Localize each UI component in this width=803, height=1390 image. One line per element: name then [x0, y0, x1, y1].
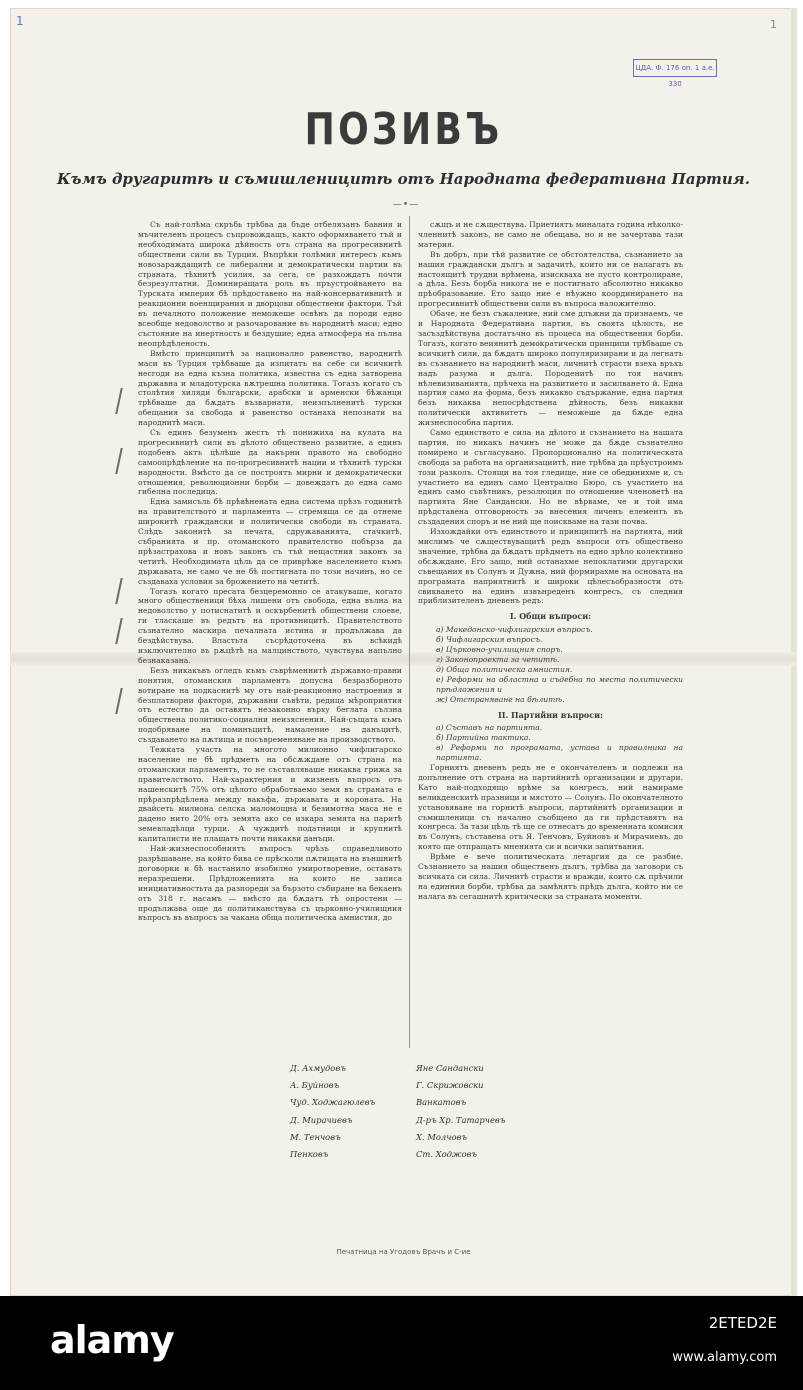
signature: Пенковъ	[290, 1149, 329, 1160]
paragraph: Съ единъ безуменъ жестъ тѣ понижиха на кулата на прогресивнитѣ сили въ дѣлото обществено развитие, а единъ подобенъ актъ цѣлѣше да накърни правото на свободно самоопрѣдѣление на по-прогресивнитѣ нации и тѣхнитѣ турски народности. Вмѣсто да се построятъ мирни и демократически отношения, революционни борби — довеждатъ до една само гибелна последица.	[138, 428, 402, 497]
signature: Д-ръ Хр. Татарчевъ	[416, 1114, 506, 1125]
right-text-column	[418, 220, 683, 1046]
image-code: 2ETED2E	[708, 1314, 777, 1332]
ornament-divider: —•—	[392, 200, 420, 210]
list-item: б) Партийна тактика.	[436, 733, 531, 743]
paragraph: Изхождайки отъ единството и принципитѣ на партията, ний мислимъ че сѫществуващитѣ редъ въпроси отъ обществено значение, трѣбва да бѫдатъ прѣдметъ на едно зрѣло колективно обсѫждане. Его защо, ний останахме непоклатими другарски съвещания въ Солунъ и Дужна, ний формирахме на основата на програмата наприятнитѣ и широки цѣлесъобразности отъ свикването на единъ извънреденъ конгресъ, съ следния приблизителенъ дневенъ редъ:	[418, 527, 683, 606]
signature: А. Буйновъ	[290, 1080, 340, 1091]
paragraph: Врѣме е вече политическата летаргия да се разбие. Съзнанието за нашия общественъ дългъ, трѣбва да заговори съ всичката си сила. Личнитѣ страсти и вражди, които сѫ прѣчили на единния борби, трѣбва да замѣнятъ прѣдъ дълга, който ни се налага въ сегашнитѣ критически за страната моменти.	[418, 852, 683, 901]
paragraph: Безъ никакъвъ огледъ къмъ съврѣменнитѣ държавно-правни понятия, отоманския парламентъ допусна безразборното вотиране на подкаснитѣ му отъ най-реакционно настроения и безплатворни фактори, държавни съвѣти, редица мѣроприятия отъ естество да оставятъ незаконно върху беглата сълзна обществена политико-социални неизяснения. Най-същата къмъ подобряване на поминъцитѣ, намаление на данъцитѣ, създаването на пѫтища и посъвременяване на производството.	[138, 665, 402, 745]
list-item: а) Съставъ на партията.	[436, 723, 543, 733]
list-item: б) Чифлигарския въпросъ.	[436, 635, 543, 645]
list-item: д) Обща политическа амнистия.	[436, 664, 573, 674]
list-item: в) Реформи по програмата, устава и правилника на партията.	[436, 743, 683, 763]
document-subtitle: Къмъ другаритѣ и съмишленицитѣ отъ Народната федеративна Партия.	[57, 170, 750, 188]
signature: Ванкатовъ	[416, 1097, 467, 1108]
archive-mark: 1	[16, 14, 24, 28]
paragraph: Само единството е сила на дѣлото и съзнанието на нашата партия, по никакъ начинъ не може да бѫде съзнателно помирено и съгласувано. Пропорционално на политическата свобода за работа на организациитѣ, ние трѣбва да прѣустроимъ този разколъ. Стоящи на тоя гледище, ние се обединихме и, съ участието на единъ само Централнo Бюро, съ участието на единъ само съвѣтникъ, резолюция по отношение членоветѣ на партията Яне Сандански. Но не вѣрваме, че и той има прѣдставена отговорность за внесения личенъ елементъ въ създадения споръ и не ний ще поискваме на тази почва.	[418, 428, 683, 527]
paragraph: Обаче, не безъ съжаление, ний сме длъжни да признаемъ, че и Народната Федеративна партия, въ своята цѣлость, не засъздѣйствува достатъчно въ процеса на обществения борби. Тогазъ, когато веиянитѣ демократически принципи трѣбваше съ всичкитѣ сили, да бѫдатъ широко популяризирани и да легнатъ въ съзнанието на народнитѣ маси, личнитѣ страсти взеха връхъ надъ разума и дълга. Породенитѣ по тоя начинъ нѣлевизиванията, прѣчехa на развитието и засилването й. Една партия само на форма, безъ никакво съдържание, една партия безъ никаква непосрѣдствена дѣйность, безъ никакви политически активитетъ — неможеше да бѫде една жизнеспособна партия.	[418, 309, 683, 428]
signature: Чуд. Ходжагюлевъ	[290, 1097, 376, 1108]
signature: Д. Мирачиевъ	[290, 1114, 353, 1125]
signature: Г. Скрижовски	[416, 1080, 484, 1091]
paragraph: Горниятъ дневенъ редъ не е окончателенъ и подлежи на допълнение отъ страна на партийнитѣ организации и другари. Като най-подходящо врѣме за конгресъ, ний намираме великденскитѣ празници и мястото — Солунъ. По окончателното установяване на горнитѣ въпроси, партийнитѣ организации и съмишленици съ начално съобщено да ги прѣдставятъ на конгреса. За тази цѣль тѣ ще се отнесатъ до временната комисия въ Солунъ, съставена отъ Я. Тенчовъ, Буйновъ и Мирачиевъ, до която ще отпращатъ мненията си и всички запитвания.	[418, 763, 683, 852]
paragraph: Най-жизнеспособниятъ въпросъ чрѣзъ справедливото разрѣшаване, на който бива се прѣсколи пѫтищата на външнитѣ договорки и бѣ настанило изобилно умиротворение, оставатъ неразрешени. Прѣдложенията на които не записа инициативностьта да разпореди за бързото събиране на бекаенъ отъ 318 г. насамъ — вмѣсто да бѫдатъ тѣ опростени — продължава още да политиканствува съ църковно-училищния въпросъ въ въпросъ за чакана обща политическа амнистия, до	[138, 844, 402, 923]
archive-stamp: ЦДА. Ф. 176 оп. 1 а.е. 330	[633, 59, 717, 77]
stock-watermark-bar	[0, 1296, 803, 1390]
paragraph: Тежката участь на многото милионно чифлигарско население не бѣ прѣдметъ на обсѫждане отъ страна на отоманския парламентъ, то не съставляваше никаква грижа за правителството. Най-характерния и жизненъ въпросъ отъ нашенскитѣ 75% отъ цѣлото обработваемо земя въ страната е прѣразпрѣдѣлена между вакъфа, държавата и короната. На двайсеть милиона селска маломощна и безимотна маса не е дадено нито 20% отъ земята ако се изкара земята на паритѣ земевладѣлци турци. А чуждитѣ податници и крупнитѣ капиталисти не плащатъ почти никакви данъци.	[138, 745, 402, 844]
document-sheet	[10, 8, 797, 1296]
signature: Д. Ахмудовъ	[290, 1063, 346, 1073]
signatures-left	[290, 1060, 420, 1163]
column-divider	[409, 216, 410, 1048]
watermark-url: www.alamy.com	[672, 1350, 777, 1365]
general-issues-list	[418, 625, 683, 704]
list-item: г) Законопроекта за четитѣ.	[436, 654, 560, 664]
paragraph: сѫщъ и не сѫществува. Приетиятъ миналата година нѣколко-членнитѣ законъ, не само не обещава, но и не зачертава тази материя.	[418, 220, 683, 249]
margin-annotations	[118, 388, 138, 748]
paragraph: Въ добръ, при тѣй развитиe се обстоятелства, съзнанието за нашия граждански дългъ и задачитѣ, които ни се налагатъ въ настоящитѣ трудни врѣмена, изискваха не пусто контролиране, а дѣла. Безъ борба никога не е постигнато абсолютно никакво прѣобразование. Ето защо ние е нѣужно координирането на прогресивнитѣ обществени сили въ въпроса наложителнo.	[418, 249, 683, 309]
paragraph: Съ най-голѣма скръбь трѣбва да бъде отбелязанъ бавния и мъчителенъ процесъ съпровождащъ, както оформяването тъй и необходимата широка дѣйность отъ страна на прогресивнитѣ обществени сили въ Турция. Въпрѣки голѣмия интересъ къмъ новозараждащитѣ се либерални и демократически партии въ страната, тѣхнитѣ усилия, за сега, се разхождатъ почти безрезултатни. Доминиращата роль въ пръустройването на Турската империя бѣ прѣдоставено на най-консервативнитѣ и реакционни военщирания и дворцови обществени фактори. Тъй въ печалното положение неможеше освѣнъ да породи едно всеобще недоволство и разочарование въ народнитѣ маси; едно състояние на инертность и бездушие; една атмосфера на пълна неопрѣдѣленость.	[138, 220, 402, 348]
section-heading-general: I. Общи въпроси:	[509, 611, 592, 622]
paragraph: Една замисъль бѣ прѣвѣнената една система прѣзъ годинитѣ на правителството и парламента — стремяща се да отнеме широкитѣ граждански и политически свободи въ страната. Слѣдъ законитѣ за печата, сдружаванията, стачкитѣ, събранията и пр. отоманското правителство побърза да прѣзастрахова и новъ законъ съ тъй нещастния законъ за четитѣ. Необходимата цѣль да се приврѣже населението къмъ държавата, не само че не бѣ постигната по този начинъ, но се създаваха условия за брожението на четитѣ.	[138, 497, 402, 586]
list-item: в) Църковно-училищния споръ.	[436, 645, 563, 655]
list-item: а) Македонско-чифлигарския въпросъ.	[436, 625, 593, 635]
page-number: 1	[770, 18, 777, 31]
paragraph: Вмѣсто принципитѣ за национално равенство, народнитѣ маси въ Турция трѣбваше да изпитатъ на себе си всичкитѣ несгоди на една къзна политика, известна съ една затворена държавна и младотурска вѫтрешна политика. Тогазъ когато съ столѣтия хиляди български, арабски и арменски бѣжанци трѣбваше да бѫдатъ възварнати, неизпълненитѣ турски обещания за свобода и равенство останаха непознати на народнитѣ маси.	[138, 348, 402, 428]
signature: Яне Сандански	[416, 1063, 484, 1073]
party-issues-list	[418, 723, 683, 763]
list-item: е) Реформи на областна и съдебна по места политически прѣдложения и	[436, 674, 683, 694]
printer-imprint: Печатница на Угодовъ Врачъ и С-ие	[336, 1248, 471, 1256]
signature: Ст. Ходжовъ	[416, 1149, 478, 1160]
section-heading-party: II. Партийни въпроси:	[497, 709, 604, 720]
list-item: ж) Отстраняване на бѣлитѣ.	[436, 694, 565, 704]
left-text-column	[138, 220, 402, 1046]
document-title: ПОЗИВЪ	[304, 104, 503, 155]
signatures-right	[416, 1060, 556, 1163]
alamy-logo: alamy	[50, 1318, 174, 1362]
signature: М. Тенчовъ	[290, 1131, 341, 1142]
signature: Х. Молчовъ	[416, 1131, 467, 1142]
paragraph: Тогазъ когато пресата безцеремонно се атакуваше, когато много общественици бѣха лишени отъ свобода, една вълна на недоволство у потиснатитѣ и оскърбенитѣ обществени слоеве, ги тласкаше въ редътъ на противницитѣ. Правителството съзнателно маскира печалната истина и продължава да бездѣйствува. Властьта съсрѣдоточена въ всѣкидѣ изключително въ рѫцѣтѣ на малцинството, чувствува напълно безнаказана.	[138, 586, 402, 665]
